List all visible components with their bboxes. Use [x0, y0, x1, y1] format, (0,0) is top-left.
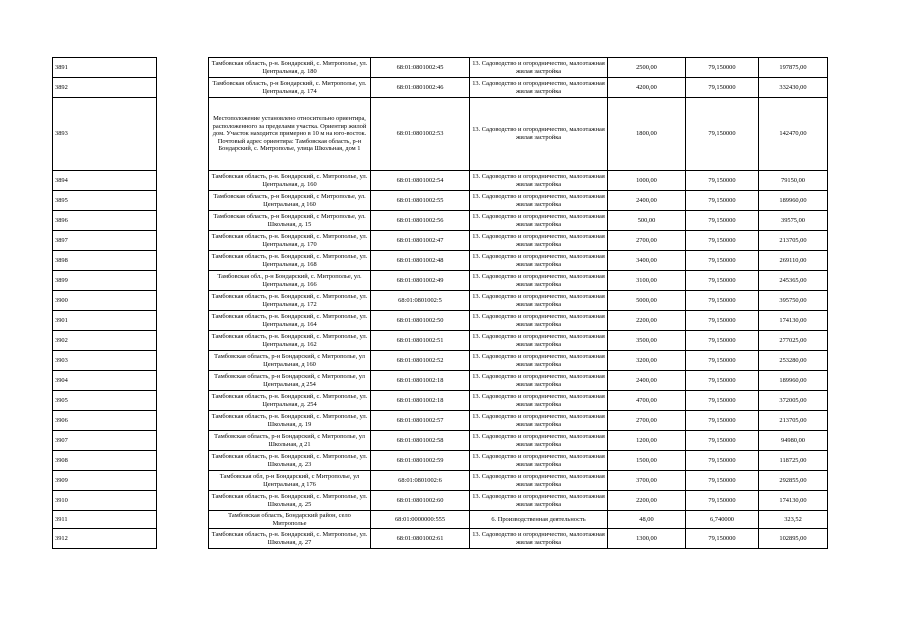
area-cell: 2400,00 — [608, 371, 686, 391]
cadastral-number-cell: 68:01:0801002:60 — [371, 491, 470, 511]
row-spacer — [157, 411, 209, 431]
cadastral-number-cell: 68:01:0801002:58 — [371, 431, 470, 451]
table-row — [53, 371, 828, 391]
table-row — [53, 78, 828, 98]
cadastral-number-cell: 68:01:0801002:59 — [371, 451, 470, 471]
cadastral-value-cell: 118725,00 — [759, 451, 828, 471]
cadastral-number-cell: 68:01:0801002:57 — [371, 411, 470, 431]
cadastral-number-cell: 68:01:0801002:5 — [371, 291, 470, 311]
rate-cell: 79,150000 — [686, 411, 759, 431]
address-cell: Тамбовская обл, р-н Бондарский, с Митрополье, ул Центральная, д 176 — [209, 471, 371, 491]
row-number: 3901 — [53, 311, 157, 331]
cadastral-number-cell: 68:01:0801002:56 — [371, 211, 470, 231]
area-cell: 2700,00 — [608, 411, 686, 431]
table-row — [53, 351, 828, 371]
rate-cell: 79,150000 — [686, 311, 759, 331]
cadastral-number-cell: 68:01:0801002:53 — [371, 98, 470, 171]
table-row — [53, 98, 828, 171]
cadastral-number-cell: 68:01:0801002:18 — [371, 391, 470, 411]
address-cell: Тамбовская область, р-н. Бондарский, с. Митрополье, ул. Центральная, д. 254 — [209, 391, 371, 411]
area-cell: 1800,00 — [608, 98, 686, 171]
land-use-cell: 13. Садоводство и огородничество, малоэтажная жилая застройка — [470, 351, 608, 371]
land-use-cell: 13. Садоводство и огородничество, малоэтажная жилая застройка — [470, 58, 608, 78]
address-cell: Тамбовская область, р-н Бондарский, с. Митрополье, ул. Центральная, д. 174 — [209, 78, 371, 98]
cadastral-value-cell: 323,52 — [759, 511, 828, 529]
table-row — [53, 491, 828, 511]
row-spacer — [157, 451, 209, 471]
table-row — [53, 331, 828, 351]
land-use-cell: 13. Садоводство и огородничество, малоэтажная жилая застройка — [470, 78, 608, 98]
rate-cell: 79,150000 — [686, 451, 759, 471]
row-spacer — [157, 231, 209, 251]
row-number: 3893 — [53, 98, 157, 171]
land-use-cell: 13. Садоводство и огородничество, малоэтажная жилая застройка — [470, 451, 608, 471]
cadastral-value-cell: 395750,00 — [759, 291, 828, 311]
row-number: 3898 — [53, 251, 157, 271]
cadastral-value-cell: 94980,00 — [759, 431, 828, 451]
cadastral-value-cell: 39575,00 — [759, 211, 828, 231]
land-use-cell: 13. Садоводство и огородничество, малоэтажная жилая застройка — [470, 431, 608, 451]
row-spacer — [157, 98, 209, 171]
row-number: 3897 — [53, 231, 157, 251]
address-cell: Тамбовская область, р-н. Бондарский, с. Митрополье, ул. Центральная, д. 180 — [209, 58, 371, 78]
table-row — [53, 451, 828, 471]
rate-cell: 79,150000 — [686, 331, 759, 351]
cadastral-number-cell: 68:01:0801002:52 — [371, 351, 470, 371]
cadastral-number-cell: 68:01:0801002:45 — [371, 58, 470, 78]
address-cell: Тамбовская область, р-н. Бондарский, с. Митрополье, ул. Центральная, д. 170 — [209, 231, 371, 251]
address-cell: Тамбовская область, р-н Бондарский, с Митрополье, ул Центральная, д 160 — [209, 351, 371, 371]
land-use-cell: 13. Садоводство и огородничество, малоэтажная жилая застройка — [470, 171, 608, 191]
cadastral-number-cell: 68:01:0801002:49 — [371, 271, 470, 291]
area-cell: 2400,00 — [608, 191, 686, 211]
table-row — [53, 291, 828, 311]
row-spacer — [157, 391, 209, 411]
area-cell: 1000,00 — [608, 171, 686, 191]
table-row — [53, 251, 828, 271]
cadastral-value-cell: 253280,00 — [759, 351, 828, 371]
table-row — [53, 311, 828, 331]
row-spacer — [157, 251, 209, 271]
rate-cell: 79,150000 — [686, 271, 759, 291]
cadastral-value-cell: 269110,00 — [759, 251, 828, 271]
rate-cell: 79,150000 — [686, 291, 759, 311]
row-spacer — [157, 311, 209, 331]
cadastral-value-cell: 277025,00 — [759, 331, 828, 351]
rate-cell: 79,150000 — [686, 98, 759, 171]
area-cell: 2200,00 — [608, 311, 686, 331]
rate-cell: 79,150000 — [686, 58, 759, 78]
cadastral-value-cell: 245365,00 — [759, 271, 828, 291]
cadastral-number-cell: 68:01:0801002:61 — [371, 529, 470, 549]
land-use-cell: 13. Садоводство и огородничество, малоэтажная жилая застройка — [470, 529, 608, 549]
row-number: 3895 — [53, 191, 157, 211]
address-cell: Тамбовская область, р-н Бондарский, с Митрополье, ул Центральная, д 254 — [209, 371, 371, 391]
rate-cell: 6,740000 — [686, 511, 759, 529]
cadastral-value-cell: 213705,00 — [759, 231, 828, 251]
row-number: 3891 — [53, 58, 157, 78]
row-number: 3910 — [53, 491, 157, 511]
cadastral-number-cell: 68:01:0801002:48 — [371, 251, 470, 271]
cadastral-value-cell: 142470,00 — [759, 98, 828, 171]
land-use-cell: 13. Садоводство и огородничество, малоэтажная жилая застройка — [470, 411, 608, 431]
area-cell: 2700,00 — [608, 231, 686, 251]
land-use-cell: 13. Садоводство и огородничество, малоэтажная жилая застройка — [470, 471, 608, 491]
table-row — [53, 271, 828, 291]
row-number: 3905 — [53, 391, 157, 411]
area-cell: 1200,00 — [608, 431, 686, 451]
address-cell: Тамбовская область, р-н Бондарский, с Митрополье, ул. Школьная, д. 15 — [209, 211, 371, 231]
row-spacer — [157, 331, 209, 351]
row-number: 3896 — [53, 211, 157, 231]
area-cell: 2200,00 — [608, 491, 686, 511]
area-cell: 3200,00 — [608, 351, 686, 371]
cadastral-value-cell: 292855,00 — [759, 471, 828, 491]
cadastral-number-cell: 68:01:0801002:46 — [371, 78, 470, 98]
address-cell: Тамбовская область, р-н. Бондарский, с. Митрополье, ул. Центральная, д. 160 — [209, 171, 371, 191]
cadastral-number-cell: 68:01:0801002:50 — [371, 311, 470, 331]
cadastral-value-cell: 174130,00 — [759, 491, 828, 511]
row-number: 3908 — [53, 451, 157, 471]
area-cell: 5000,00 — [608, 291, 686, 311]
cadastral-value-cell: 79150,00 — [759, 171, 828, 191]
cadastral-value-cell: 174130,00 — [759, 311, 828, 331]
address-cell: Тамбовская область, р-н. Бондарский, с. Митрополье, ул. Школьная, д. 25 — [209, 491, 371, 511]
address-cell: Тамбовская обл., р-н Бондарский, с. Митрополье, ул. Центральная, д. 166 — [209, 271, 371, 291]
address-cell: Тамбовская область, р-н. Бондарский, с. Митрополье, ул. Центральная, д. 162 — [209, 331, 371, 351]
row-spacer — [157, 371, 209, 391]
area-cell: 3500,00 — [608, 331, 686, 351]
land-use-cell: 13. Садоводство и огородничество, малоэтажная жилая застройка — [470, 211, 608, 231]
row-spacer — [157, 511, 209, 529]
row-spacer — [157, 171, 209, 191]
rate-cell: 79,150000 — [686, 431, 759, 451]
row-spacer — [157, 431, 209, 451]
area-cell: 500,00 — [608, 211, 686, 231]
row-spacer — [157, 58, 209, 78]
row-spacer — [157, 78, 209, 98]
row-number: 3902 — [53, 331, 157, 351]
table-row — [53, 529, 828, 549]
address-cell: Тамбовская область, р-н. Бондарский, с. Митрополье, ул. Школьная, д. 19 — [209, 411, 371, 431]
area-cell: 48,00 — [608, 511, 686, 529]
table-row — [53, 211, 828, 231]
row-spacer — [157, 351, 209, 371]
table-row — [53, 191, 828, 211]
table-row — [53, 431, 828, 451]
table-row — [53, 471, 828, 491]
address-cell: Тамбовская область, Бондарский район, село Митрополье — [209, 511, 371, 529]
area-cell: 3700,00 — [608, 471, 686, 491]
row-spacer — [157, 191, 209, 211]
address-cell: Тамбовская область, р-н. Бондарский, с. Митрополье, ул. Школьная, д. 27 — [209, 529, 371, 549]
address-cell: Местоположение установлено относительно ориентира, расположенного за пределами участка. Ориентир жилой дом. Участок находится примерно в 10 м на юго-восток. Почтовый адрес ориентира: Тамбовская область, р-н Бондарский, с. Митрополье, улица Школьная, дом 1 — [209, 98, 371, 171]
rate-cell: 79,150000 — [686, 371, 759, 391]
cadastral-number-cell: 68:01:0801002:47 — [371, 231, 470, 251]
cadastral-value-cell: 372005,00 — [759, 391, 828, 411]
land-use-cell: 13. Садоводство и огородничество, малоэтажная жилая застройка — [470, 311, 608, 331]
cadastral-value-cell: 197875,00 — [759, 58, 828, 78]
address-cell: Тамбовская область, р-н. Бондарский, с. Митрополье, ул. Центральная, д. 172 — [209, 291, 371, 311]
row-spacer — [157, 471, 209, 491]
land-use-cell: 13. Садоводство и огородничество, малоэтажная жилая застройка — [470, 98, 608, 171]
cadastral-number-cell: 68:01:0801002:55 — [371, 191, 470, 211]
address-cell: Тамбовская область, р-н. Бондарский, с. Митрополье, ул. Центральная, д. 168 — [209, 251, 371, 271]
land-use-cell: 6. Производственная деятельность — [470, 511, 608, 529]
rate-cell: 79,150000 — [686, 491, 759, 511]
land-use-cell: 13. Садоводство и огородничество, малоэтажная жилая застройка — [470, 371, 608, 391]
area-cell: 1300,00 — [608, 529, 686, 549]
row-number: 3899 — [53, 271, 157, 291]
cadastral-number-cell: 68:01:0801002:18 — [371, 371, 470, 391]
land-use-cell: 13. Садоводство и огородничество, малоэтажная жилая застройка — [470, 251, 608, 271]
address-cell: Тамбовская область, р-н. Бондарский, с. Митрополье, ул. Центральная, д. 164 — [209, 311, 371, 331]
area-cell: 2500,00 — [608, 58, 686, 78]
row-number: 3909 — [53, 471, 157, 491]
cadastral-value-cell: 213705,00 — [759, 411, 828, 431]
area-cell: 3100,00 — [608, 271, 686, 291]
table-row — [53, 391, 828, 411]
row-number: 3904 — [53, 371, 157, 391]
table-row — [53, 411, 828, 431]
table-row — [53, 171, 828, 191]
row-spacer — [157, 291, 209, 311]
cadastral-value-cell: 332430,00 — [759, 78, 828, 98]
rate-cell: 79,150000 — [686, 231, 759, 251]
row-number: 3912 — [53, 529, 157, 549]
land-use-cell: 13. Садоводство и огородничество, малоэтажная жилая застройка — [470, 271, 608, 291]
land-use-cell: 13. Садоводство и огородничество, малоэтажная жилая застройка — [470, 331, 608, 351]
land-use-cell: 13. Садоводство и огородничество, малоэтажная жилая застройка — [470, 231, 608, 251]
row-spacer — [157, 529, 209, 549]
cadastral-number-cell: 68:01:0000000:555 — [371, 511, 470, 529]
rate-cell: 79,150000 — [686, 191, 759, 211]
row-number: 3894 — [53, 171, 157, 191]
land-use-cell: 13. Садоводство и огородничество, малоэтажная жилая застройка — [470, 391, 608, 411]
row-number: 3907 — [53, 431, 157, 451]
address-cell: Тамбовская область, р-н. Бондарский, с. Митрополье, ул. Школьная, д. 23 — [209, 451, 371, 471]
area-cell: 4200,00 — [608, 78, 686, 98]
table-row — [53, 511, 828, 529]
table-row — [53, 231, 828, 251]
table-row — [53, 58, 828, 78]
land-use-cell: 13. Садоводство и огородничество, малоэтажная жилая застройка — [470, 291, 608, 311]
area-cell: 4700,00 — [608, 391, 686, 411]
cadastral-number-cell: 68:01:0801002:54 — [371, 171, 470, 191]
row-number: 3900 — [53, 291, 157, 311]
cadastral-number-cell: 68:01:0801002:6 — [371, 471, 470, 491]
cadastral-number-cell: 68:01:0801002:51 — [371, 331, 470, 351]
address-cell: Тамбовская область, р-н Бондарский, с Митрополье, ул. Центральная, д 160 — [209, 191, 371, 211]
area-cell: 1500,00 — [608, 451, 686, 471]
row-spacer — [157, 491, 209, 511]
row-number: 3903 — [53, 351, 157, 371]
land-use-cell: 13. Садоводство и огородничество, малоэтажная жилая застройка — [470, 491, 608, 511]
row-number: 3892 — [53, 78, 157, 98]
row-number: 3911 — [53, 511, 157, 529]
rate-cell: 79,150000 — [686, 471, 759, 491]
row-number: 3906 — [53, 411, 157, 431]
rate-cell: 79,150000 — [686, 78, 759, 98]
address-cell: Тамбовская область, р-н Бондарский, с Митрополье, ул Школьная, д 21 — [209, 431, 371, 451]
row-spacer — [157, 271, 209, 291]
cadastral-value-cell: 102895,00 — [759, 529, 828, 549]
rate-cell: 79,150000 — [686, 351, 759, 371]
rate-cell: 79,150000 — [686, 529, 759, 549]
land-use-cell: 13. Садоводство и огородничество, малоэтажная жилая застройка — [470, 191, 608, 211]
rate-cell: 79,150000 — [686, 391, 759, 411]
row-spacer — [157, 211, 209, 231]
cadastral-value-cell: 189960,00 — [759, 191, 828, 211]
cadastral-value-table — [52, 57, 828, 549]
rate-cell: 79,150000 — [686, 211, 759, 231]
cadastral-value-cell: 189960,00 — [759, 371, 828, 391]
rate-cell: 79,150000 — [686, 171, 759, 191]
area-cell: 3400,00 — [608, 251, 686, 271]
rate-cell: 79,150000 — [686, 251, 759, 271]
